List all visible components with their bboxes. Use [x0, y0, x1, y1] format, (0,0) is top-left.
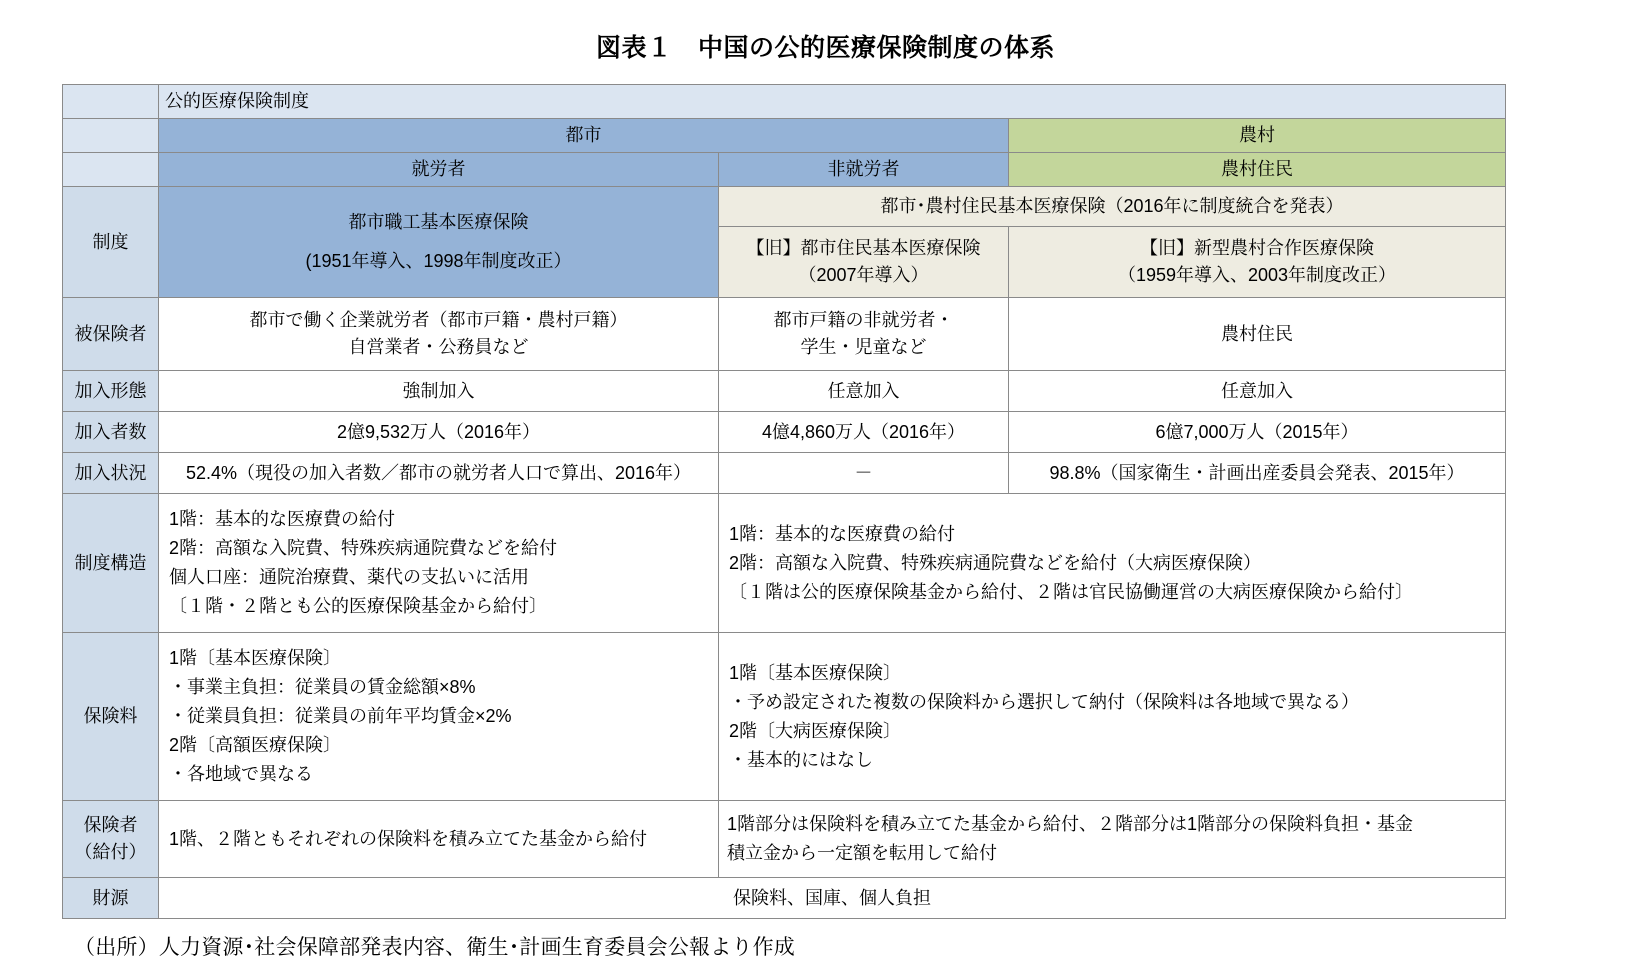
header-urban-nonworker: 非就労者 [719, 153, 1009, 187]
cell-rural-enrollees: 6億7,000万人（2015年） [1009, 412, 1506, 453]
table-row-structure [63, 494, 1506, 633]
table-row-enrollees [63, 412, 1506, 453]
cell-urban-worker-system [159, 187, 719, 298]
resident-structure-line-2: 2階：高額な入院費、特殊疾病通院費などを給付（大病医療保険） [729, 552, 1262, 573]
cell-urban-worker-enrollment-type: 強制加入 [159, 371, 719, 412]
cell-resident-structure [719, 494, 1506, 633]
table-row-enrollment-status [63, 453, 1506, 494]
cell-rural-enrollment-status: 98.8%（国家衛生・計画出産委員会発表、2015年） [1009, 453, 1506, 494]
resident-premium-line-2: ・予め設定された複数の保険料から選択して納付（保険料は各地域で異なる） [729, 691, 1359, 712]
old-urban-resident-name: 【旧】都市住民基本医療保険 [746, 238, 981, 258]
cell-resident-premium [719, 633, 1506, 801]
table-row-insurer [63, 801, 1506, 878]
urban-worker-system-name: 都市職工基本医療保険 [348, 212, 529, 232]
cell-nonworker-enrollment-status: － [719, 453, 1009, 494]
row-label-insurer [63, 801, 159, 878]
nonworker-insured-line1: 都市戸籍の非就労者・ [773, 310, 954, 330]
table-row-funding [63, 878, 1506, 919]
cell-old-urban-resident-system [719, 227, 1009, 298]
header-urban-worker: 就労者 [159, 153, 719, 187]
cell-resident-insurer [719, 801, 1506, 878]
row-label-enrollees: 加入者数 [63, 412, 159, 453]
cell-urban-worker-enrollment-status: 52.4%（現役の加入者数／都市の就労者人口で算出、2016年） [159, 453, 719, 494]
urban-worker-system-years: (1951年導入、1998年制度改正） [305, 251, 572, 271]
urban-worker-structure-line-1: 1階：基本的な医療費の給付 [169, 509, 396, 529]
cell-rural-insured: 農村住民 [1009, 298, 1506, 371]
urban-worker-premium-line-1: 1階〔基本医療保険〕 [169, 648, 342, 668]
resident-structure-line-3: 〔１階は公的医療保険基金から給付、２階は官民協働運営の大病医療保険から給付〕 [729, 581, 1413, 602]
urban-worker-structure-line-2: 2階：高額な入院費、特殊疾病通院費などを給付 [169, 538, 558, 558]
table-row-insured [63, 298, 1506, 371]
row-label-insurer-line2: （給付） [74, 842, 147, 862]
table-row-region [63, 119, 1506, 153]
cell-old-rural-coop-system [1009, 227, 1506, 298]
row-label-enrollment-type: 加入形態 [63, 371, 159, 412]
urban-worker-premium-line-2: ・事業主負担：従業員の賃金総額×8% [169, 677, 476, 697]
table-container [62, 84, 1589, 919]
urban-worker-insured-line1: 都市で働く企業就労者（都市戸籍・農村戸籍） [249, 310, 628, 330]
resident-premium-line-1: 1階〔基本医療保険〕 [729, 662, 902, 683]
cell-nonworker-enrollment-type: 任意加入 [719, 371, 1009, 412]
table-row-system-banner [63, 85, 1506, 119]
old-rural-coop-name: 【旧】新型農村合作医療保険 [1140, 238, 1374, 258]
cell-funding-all: 保険料、国庫、個人負担 [159, 878, 1506, 919]
table-row-premium [63, 633, 1506, 801]
cell-merged-resident-system-banner: 都市･農村住民基本医療保険（2016年に制度統合を発表） [719, 187, 1506, 227]
header-rural: 農村 [1009, 119, 1506, 153]
urban-worker-premium-line-3: ・従業員負担：従業員の前年平均賃金×2% [169, 706, 512, 726]
row-label-blank-region [63, 119, 159, 153]
urban-worker-premium-line-4: 2階〔高額医療保険〕 [169, 735, 342, 755]
row-label-funding: 財源 [63, 878, 159, 919]
cell-urban-worker-insured [159, 298, 719, 371]
table-row-population [63, 153, 1506, 187]
urban-worker-structure-line-4: 〔１階・２階とも公的医療保険基金から給付〕 [169, 596, 547, 616]
urban-worker-insured-line2: 自営業者・公務員など [348, 337, 529, 357]
resident-premium-line-3: 2階〔大病医療保険〕 [729, 720, 902, 741]
cell-urban-worker-insurer: 1階、２階ともそれぞれの保険料を積み立てた基金から給付 [159, 801, 719, 878]
cell-nonworker-enrollees: 4億4,860万人（2016年） [719, 412, 1009, 453]
header-urban: 都市 [159, 119, 1009, 153]
row-label-premium: 保険料 [63, 633, 159, 801]
resident-structure-line-1: 1階：基本的な医療費の給付 [729, 523, 956, 544]
urban-worker-structure-line-3: 個人口座：通院治療費、薬代の支払いに活用 [169, 567, 529, 587]
row-label-insurer-line1: 保険者 [83, 815, 138, 835]
resident-premium-line-4: ・基本的にはなし [729, 749, 873, 770]
old-urban-resident-years: （2007年導入） [798, 265, 929, 285]
header-rural-resident: 農村住民 [1009, 153, 1506, 187]
row-label-blank-population [63, 153, 159, 187]
resident-insurer-line2: 積立金から一定額を転用して給付 [727, 843, 997, 863]
cell-urban-worker-structure [159, 494, 719, 633]
row-label-insured: 被保険者 [63, 298, 159, 371]
cell-urban-worker-enrollees: 2億9,532万人（2016年） [159, 412, 719, 453]
cell-urban-worker-premium [159, 633, 719, 801]
corner-cell-blank [63, 85, 159, 119]
page-title: 図表１ 中国の公的医療保険制度の体系 [595, 34, 1055, 62]
urban-worker-premium-line-5: ・各地域で異なる [169, 764, 313, 784]
table-row-system-merged [63, 187, 1506, 227]
nonworker-insured-line2: 学生・児童など [800, 337, 927, 357]
header-public-insurance-system: 公的医療保険制度 [159, 85, 1506, 119]
row-label-enrollment-status: 加入状況 [63, 453, 159, 494]
old-rural-coop-years: （1959年導入、2003年制度改正） [1117, 265, 1397, 285]
resident-insurer-line1: 1階部分は保険料を積み立てた基金から給付、２階部分は1階部分の保険料負担・基金 [727, 814, 1414, 834]
row-label-system: 制度 [63, 187, 159, 298]
cell-rural-enrollment-type: 任意加入 [1009, 371, 1506, 412]
table-row-enrollment-type [63, 371, 1506, 412]
row-label-structure: 制度構造 [63, 494, 159, 633]
source-note: （出所）人力資源･社会保障部発表内容、衛生･計画生育委員会公報より作成 [74, 936, 795, 959]
cell-nonworker-insured [719, 298, 1009, 371]
health-insurance-matrix-table [62, 84, 1506, 919]
